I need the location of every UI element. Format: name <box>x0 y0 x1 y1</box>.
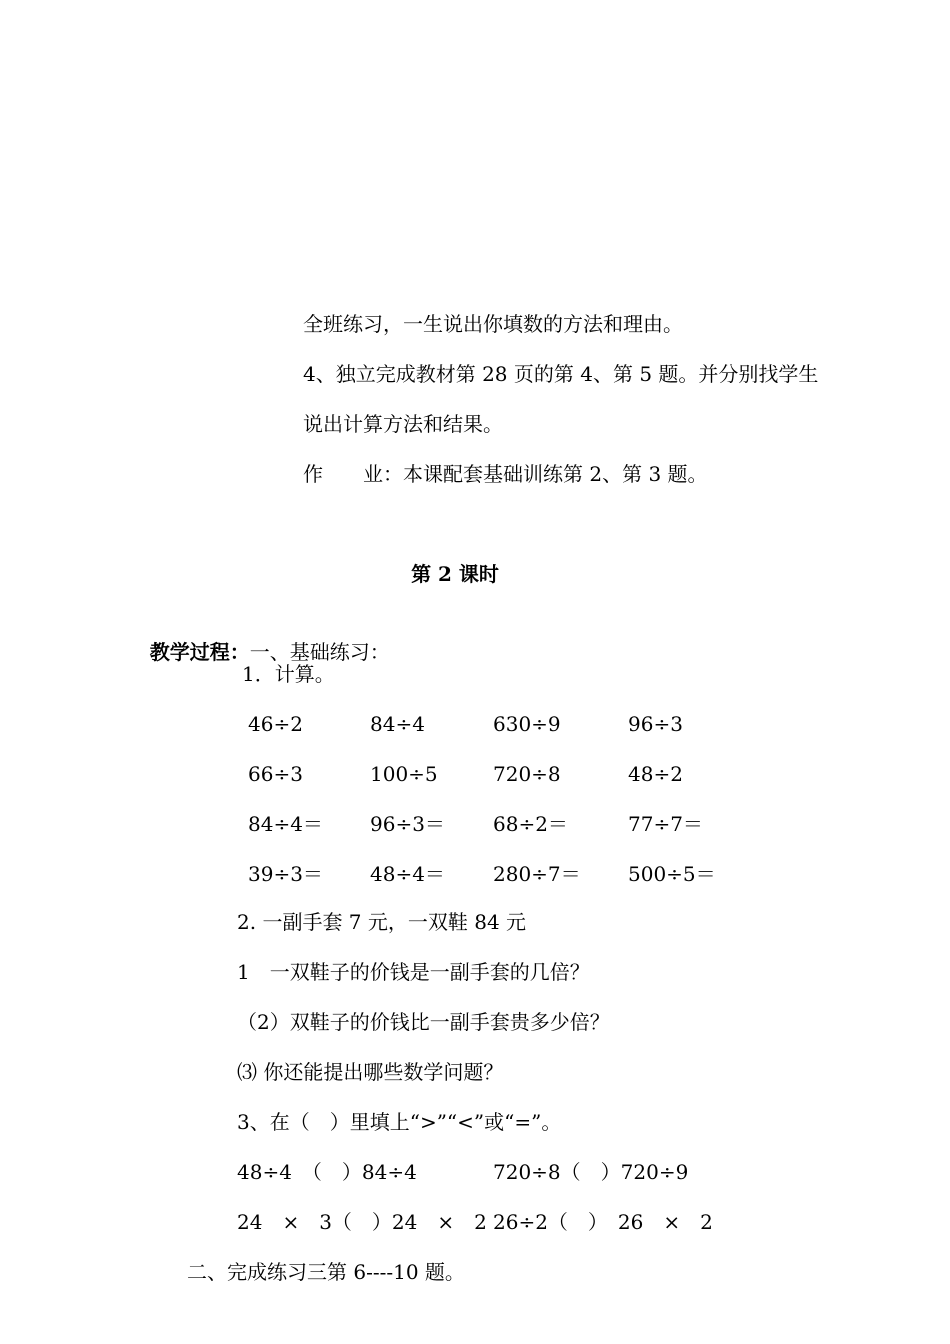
q2-sub2: （2）双鞋子的价钱比一副手套贵多少倍？ <box>237 1010 610 1034</box>
process-label: 教学过程： <box>149 640 250 664</box>
calc-item: 68÷2＝ <box>493 812 568 836</box>
q3-compare-1b: 720÷8（ ）720÷9 <box>493 1160 689 1184</box>
q2-sub3: ⑶ 你还能提出哪些数学问题？ <box>237 1060 504 1084</box>
q3-compare-2b: 26÷2（ ） 26 × 2 <box>493 1210 713 1234</box>
paragraph-independent-work-cont: 说出计算方法和结果。 <box>303 412 503 436</box>
calc-item: 39÷3＝ <box>248 862 323 886</box>
q2-sub1: 1 一双鞋子的价钱是一副手套的几倍？ <box>237 960 590 984</box>
process-line <box>137 610 390 666</box>
calc-item: 46÷2 <box>248 712 303 736</box>
paragraph-independent-work: 4、独立完成教材第 28 页的第 4、第 5 题。并分别找学生 <box>303 362 819 386</box>
calc-item: 48÷2 <box>628 762 683 786</box>
calc-item: 630÷9 <box>493 712 561 736</box>
q3-compare-2a: 24 × 3（ ）24 × 2 <box>237 1210 487 1234</box>
calc-item: 280÷7＝ <box>493 862 581 886</box>
q3-compare-1a: 48÷4 （ ）84÷4 <box>237 1160 417 1184</box>
calc-item: 66÷3 <box>248 762 303 786</box>
calc-item: 84÷4 <box>370 712 425 736</box>
homework-line: 作 业：本课配套基础训练第 2、第 3 题。 <box>303 462 708 486</box>
calc-item: 96÷3＝ <box>370 812 445 836</box>
calc-item: 77÷7＝ <box>628 812 703 836</box>
process-heading: 一、基础练习： <box>249 640 390 664</box>
lesson-title: 第 2 课时 <box>411 562 499 586</box>
q2-title: 2. 一副手套 7 元，一双鞋 84 元 <box>237 910 527 934</box>
calc-item: 500÷5＝ <box>628 862 716 886</box>
calc-item: 48÷4＝ <box>370 862 445 886</box>
paragraph-class-practice: 全班练习，一生说出你填数的方法和理由。 <box>303 312 683 336</box>
calc-item: 84÷4＝ <box>248 812 323 836</box>
part2-line: 二、完成练习三第 6----10 题。 <box>187 1260 465 1284</box>
calc-item: 100÷5 <box>370 762 438 786</box>
calc-item: 96÷3 <box>628 712 683 736</box>
q1-title: 1．计算。 <box>242 662 335 686</box>
q3-title: 3、在（ ）里填上“>”“<”或“=”。 <box>237 1110 562 1134</box>
calc-item: 720÷8 <box>493 762 561 786</box>
